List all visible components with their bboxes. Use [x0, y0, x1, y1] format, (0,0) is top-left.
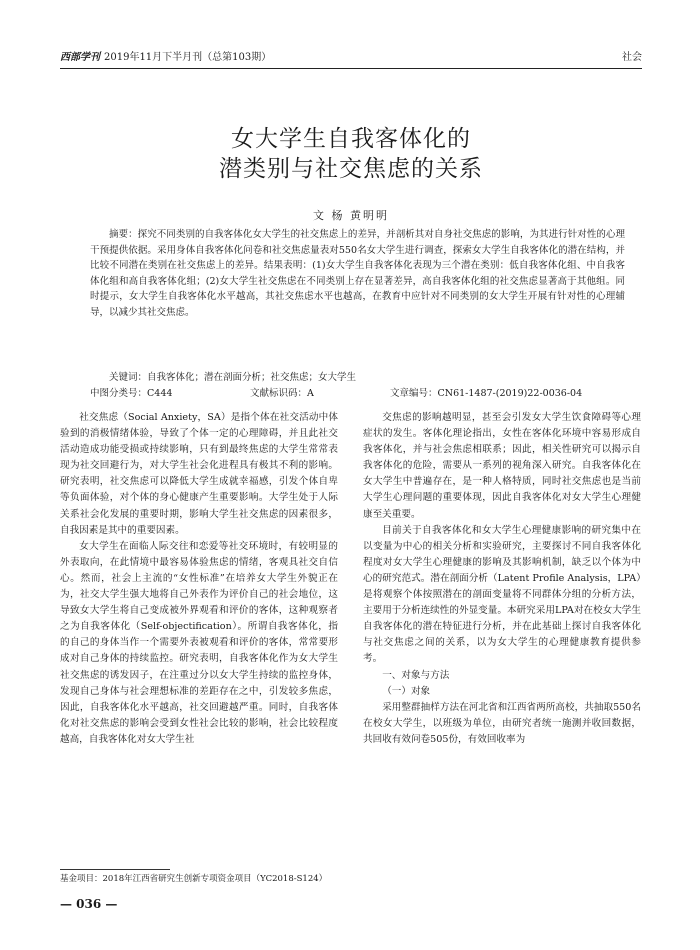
article-title-line-2: 潜类别与社交焦虑的关系 — [219, 156, 483, 182]
document-code: 文献标识码：A — [250, 388, 314, 399]
body-paragraph: 采用整群抽样方法在河北省和江西省两所高校，共抽取550名在校女大学生，以班级为单位，由研究者统一施测并收回数据，共回收有效问卷505份，有效回收率为 — [363, 701, 641, 745]
journal-issue: 2019年11月下半月刊（总第103期） — [104, 52, 272, 63]
footnote-divider — [60, 869, 170, 870]
footnote-funding: 基金项目：2018年江西省研究生创新专项资金项目（YC2018-S124） — [60, 874, 328, 884]
author-line: 文 杨 黄明明 — [313, 209, 389, 222]
body-paragraph: 目前关于自我客体化和女大学生心理健康影响的研究集中在以变量为中心的相关分析和实验研究，主要探讨不同自我客体化程度对女大学生心理健康的影响及其影响机制，缺乏以个体为中心的研究范式。潜在剖面分析（Latent Profile Analysis，LPA）是将观察个体按照潜在的剖面变量将不同群体分组的分析方法，主要用于分析连续性的外显变量。本研究采用LPA对在校女大学生自我客体化的潜在特征进行分析，并在此基础上探讨自我客体化与社交焦虑之间的关系，以为女大学生的心理健康教育提供参考。 — [363, 524, 641, 665]
article-title-line-1: 女大学生自我客体化的 — [231, 126, 471, 152]
body-paragraph: 女大学生在面临人际交往和恋爱等社交环境时，有较明显的外表取向，在此情境中最容易体验焦虑的情绪，客观具社交自信心。然而，社会上主流的“女性标准”在培养女大学生外貌正在为，社交大学生强大地将自己外表作为评价自己的社会地位，这导致女大学生将自己变成被外界观看和评价的客体，这种观察者之为自我客体化（Self-objectification）。所谓自我客体化，指的自己的身体当作一个需要外表被观看和评价的客体，常常要形成对自己身体的持续监控。研究表明，自我客体化作为女大学生社交焦虑的诱发因子，在注重过分以女大学生持续的监控身体，发现自己身体与社会理想标准的差距存在之中，引发较多焦虑，因此，自我客体化水平越高，社交回避越严重。同时，自我客体化对社交焦虑的影响会受到女性社会比较的影响，社会比较程度越高，自我客体化对女大学生社 — [60, 540, 338, 745]
keywords: 关键词：自我客体化；潜在剖面分析；社交焦虑；女大学生 — [109, 372, 357, 383]
journal-name: 西部学刊 — [60, 52, 100, 63]
body-paragraph: 交焦虑的影响越明显，甚至会引发女大学生饮食障碍等心理症状的发生。客体化理论指出，女性在客体化环境中容易形成自我客体化，并与社会焦虑相联系；因此，相关性研究可以揭示自我客体化的危险，需要从一系列的视角深入研究。自我客体化在女大学生中普遍存在，是一种人格特质，同时社交焦虑也是当前大学生心理问题的重要体现，因此自我客体化对女大学生心理健康至关重要。 — [363, 412, 641, 520]
body-paragraph: 社交焦虑（Social Anxiety，SA）是指个体在社交活动中体验到的消极情绪体验，导致了个体一定的心理障碍，并且此社交活动造成功能受损或持续影响，只有到最终焦虑的大学生常常表现为社交回避行为，对大学生社会化进程具有极其不利的影响。研究表明，社交焦虑可以降低大学生成就幸福感，引发个体自卑等负面体验，对个体的身心健康产生重要影响。大学生处于人际关系社会化发展的重要时期，影响大学生社交焦虑的因素很多，自我因素是其中的重要因素。 — [60, 412, 338, 536]
running-header — [60, 48, 642, 69]
journal-info — [60, 48, 271, 68]
page-number: — 036 — — [60, 897, 118, 911]
body-column-left — [60, 410, 338, 748]
article-number: 文章编号：CN61-1487-(2019)22-0036-04 — [390, 388, 583, 399]
section-label: 社会 — [622, 52, 642, 63]
subsection-heading: （一）对象 — [382, 685, 431, 697]
clc-number: 中图分类号：C444 — [90, 388, 173, 399]
abstract: 摘要：探究不同类别的自我客体化女大学生的社交焦虑上的差异，并剖析其对自身社交焦虑的影响，为其进行针对性的心理干预提供依据。采用身体自我客体化问卷和社交焦虑量表对550名女大学生进行调查，探索女大学生自我客体化的潜在结构，并比较不同潜在类别在社交焦虑上的差异。结果表明：(1)女大学生自我客体化表现为三个潜在类别：低自我客体化组、中自我客体化组和高自我客体化组；(2)女大学生社交焦虑在不同类别上存在显著差异，高自我客体化组的社交焦虑显著高于其他组。同时提示，女大学生自我客体化水平越高，其社交焦虑水平也越高，在教育中应针对不同类别的女大学生开展有针对性的心理辅导，以减少其社交焦虑。 — [90, 229, 625, 318]
body-column-right — [363, 410, 641, 748]
section-heading: 一、对象与方法 — [382, 669, 450, 681]
